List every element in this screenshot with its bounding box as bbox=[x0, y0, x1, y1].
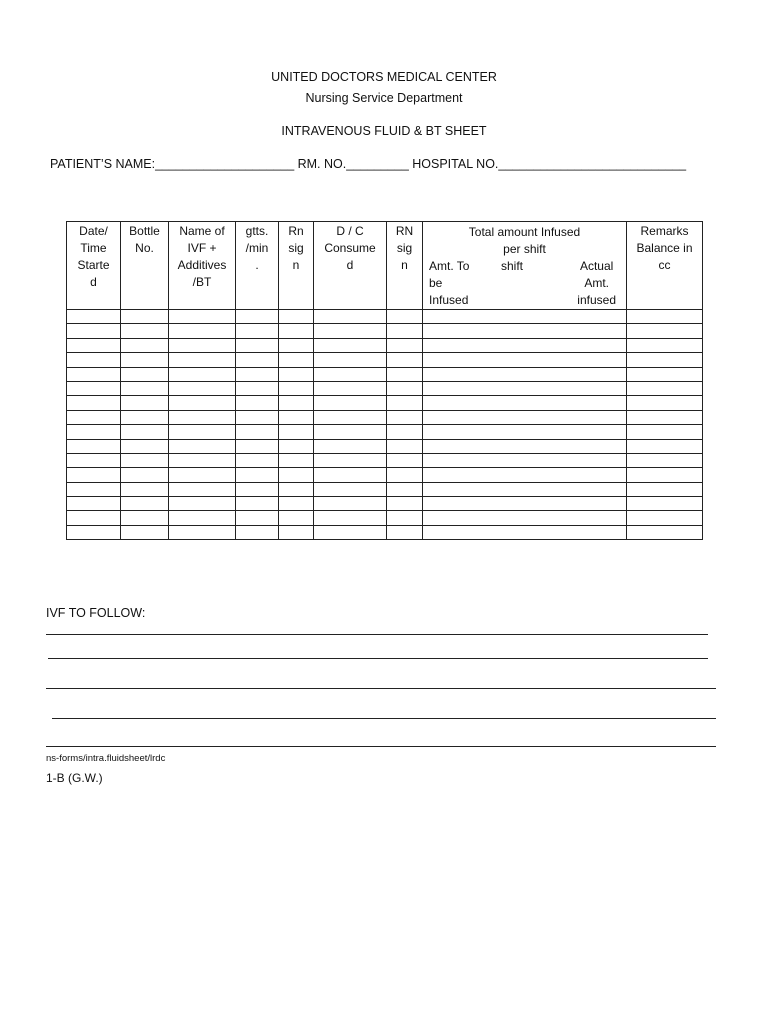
entry-cell[interactable] bbox=[169, 338, 236, 352]
entry-cell[interactable] bbox=[387, 310, 423, 324]
entry-cell[interactable] bbox=[423, 396, 627, 410]
entry-cell[interactable] bbox=[121, 453, 169, 467]
table-row bbox=[67, 410, 703, 424]
entry-cell[interactable] bbox=[627, 453, 703, 467]
entry-cell[interactable] bbox=[314, 425, 387, 439]
entry-cell[interactable] bbox=[279, 511, 314, 525]
entry-cell[interactable] bbox=[387, 425, 423, 439]
entry-cell[interactable] bbox=[627, 381, 703, 395]
entry-cell[interactable] bbox=[121, 381, 169, 395]
entry-cell[interactable] bbox=[387, 396, 423, 410]
entry-cell[interactable] bbox=[67, 324, 121, 338]
entry-cell[interactable] bbox=[67, 381, 121, 395]
entry-cell[interactable] bbox=[121, 439, 169, 453]
entry-cell[interactable] bbox=[423, 310, 627, 324]
entry-cell[interactable] bbox=[236, 367, 279, 381]
table-row bbox=[67, 425, 703, 439]
entry-cell[interactable] bbox=[279, 353, 314, 367]
entry-cell[interactable] bbox=[387, 468, 423, 482]
entry-cell[interactable] bbox=[279, 396, 314, 410]
entry-cell[interactable] bbox=[279, 338, 314, 352]
header-gtts: gtts. /min . bbox=[236, 222, 279, 310]
entry-cell[interactable] bbox=[627, 338, 703, 352]
entry-cell[interactable] bbox=[314, 310, 387, 324]
entry-cell[interactable] bbox=[121, 310, 169, 324]
header-date-time: Date/ Time Starte d bbox=[67, 222, 121, 310]
entry-cell[interactable] bbox=[387, 367, 423, 381]
entry-cell[interactable] bbox=[279, 367, 314, 381]
entry-cell[interactable] bbox=[314, 439, 387, 453]
entry-cell[interactable] bbox=[67, 439, 121, 453]
entry-cell[interactable] bbox=[314, 324, 387, 338]
org-name: UNITED DOCTORS MEDICAL CENTER bbox=[271, 70, 497, 84]
ivf-line-1[interactable] bbox=[46, 634, 708, 635]
entry-cell[interactable] bbox=[279, 381, 314, 395]
entry-cell[interactable] bbox=[314, 511, 387, 525]
table-row bbox=[67, 353, 703, 367]
entry-cell[interactable] bbox=[279, 310, 314, 324]
entry-cell[interactable] bbox=[314, 367, 387, 381]
entry-cell[interactable] bbox=[387, 439, 423, 453]
entry-cell[interactable] bbox=[279, 525, 314, 539]
department-name: Nursing Service Department bbox=[305, 91, 463, 105]
entry-cell[interactable] bbox=[67, 410, 121, 424]
entry-cell[interactable] bbox=[627, 425, 703, 439]
entry-cell[interactable] bbox=[314, 353, 387, 367]
entry-cell[interactable] bbox=[169, 482, 236, 496]
header-shift: shift bbox=[501, 259, 524, 273]
entry-cell[interactable] bbox=[627, 410, 703, 424]
table-row bbox=[67, 324, 703, 338]
entry-cell[interactable] bbox=[387, 525, 423, 539]
entry-cell[interactable] bbox=[279, 482, 314, 496]
entry-cell[interactable] bbox=[236, 482, 279, 496]
entry-cell[interactable] bbox=[279, 497, 314, 511]
sheet-title: INTRAVENOUS FLUID & BT SHEET bbox=[281, 124, 487, 138]
entry-cell[interactable] bbox=[121, 367, 169, 381]
entry-cell[interactable] bbox=[67, 396, 121, 410]
header-dc-consumed: D / C Consume d bbox=[314, 222, 387, 310]
entry-cell[interactable] bbox=[627, 482, 703, 496]
entry-cell[interactable] bbox=[236, 381, 279, 395]
entry-cell[interactable] bbox=[387, 453, 423, 467]
entry-cell[interactable] bbox=[423, 525, 627, 539]
entry-cell[interactable] bbox=[627, 511, 703, 525]
entry-cell[interactable] bbox=[387, 338, 423, 352]
entry-cell[interactable] bbox=[67, 353, 121, 367]
entry-cell[interactable] bbox=[423, 410, 627, 424]
table-row bbox=[67, 497, 703, 511]
entry-cell[interactable] bbox=[423, 468, 627, 482]
ivf-line-4[interactable] bbox=[52, 718, 716, 719]
entry-cell[interactable] bbox=[236, 353, 279, 367]
header-remarks: Remarks Balance in cc bbox=[627, 222, 703, 310]
entry-cell[interactable] bbox=[423, 338, 627, 352]
header-rn-sign-2: RN sig n bbox=[387, 222, 423, 310]
entry-cell[interactable] bbox=[169, 425, 236, 439]
entry-cell[interactable] bbox=[627, 468, 703, 482]
table-row bbox=[67, 439, 703, 453]
table-header-row bbox=[67, 222, 703, 310]
iv-fluid-table bbox=[66, 221, 703, 540]
entry-cell[interactable] bbox=[67, 338, 121, 352]
entry-cell[interactable] bbox=[279, 439, 314, 453]
entry-cell[interactable] bbox=[67, 453, 121, 467]
entry-cell[interactable] bbox=[236, 511, 279, 525]
entry-cell[interactable] bbox=[314, 338, 387, 352]
entry-cell[interactable] bbox=[121, 338, 169, 352]
entry-cell[interactable] bbox=[279, 410, 314, 424]
entry-cell[interactable] bbox=[314, 453, 387, 467]
entry-cell[interactable] bbox=[67, 511, 121, 525]
entry-cell[interactable] bbox=[121, 425, 169, 439]
entry-cell[interactable] bbox=[169, 439, 236, 453]
entry-cell[interactable] bbox=[314, 381, 387, 395]
entry-cell[interactable] bbox=[627, 353, 703, 367]
ivf-to-follow-label: IVF TO FOLLOW: bbox=[46, 606, 146, 620]
entry-cell[interactable] bbox=[279, 425, 314, 439]
table-row bbox=[67, 511, 703, 525]
entry-cell[interactable] bbox=[67, 425, 121, 439]
entry-cell[interactable] bbox=[423, 482, 627, 496]
entry-cell[interactable] bbox=[387, 324, 423, 338]
entry-cell[interactable] bbox=[314, 497, 387, 511]
entry-cell[interactable] bbox=[121, 497, 169, 511]
table-row bbox=[67, 482, 703, 496]
entry-cell[interactable] bbox=[67, 310, 121, 324]
entry-cell[interactable] bbox=[121, 324, 169, 338]
entry-cell[interactable] bbox=[169, 367, 236, 381]
entry-cell[interactable] bbox=[67, 497, 121, 511]
header-ivf-name: Name of IVF + Additives /BT bbox=[169, 222, 236, 310]
entry-cell[interactable] bbox=[236, 410, 279, 424]
entry-cell[interactable] bbox=[169, 497, 236, 511]
entry-cell[interactable] bbox=[169, 310, 236, 324]
entry-cell[interactable] bbox=[387, 353, 423, 367]
ivf-line-3[interactable] bbox=[46, 688, 716, 689]
entry-cell[interactable] bbox=[627, 525, 703, 539]
entry-cell[interactable] bbox=[236, 497, 279, 511]
table-row bbox=[67, 525, 703, 539]
entry-cell[interactable] bbox=[423, 353, 627, 367]
entry-cell[interactable] bbox=[387, 482, 423, 496]
header-total-infused: Total amount Infused per shift Amt. To be Infused shift Actual Amt. infused bbox=[423, 222, 627, 310]
entry-cell[interactable] bbox=[423, 439, 627, 453]
entry-cell[interactable] bbox=[387, 410, 423, 424]
entry-cell[interactable] bbox=[169, 453, 236, 467]
entry-cell[interactable] bbox=[121, 482, 169, 496]
entry-cell[interactable] bbox=[423, 381, 627, 395]
entry-cell[interactable] bbox=[627, 324, 703, 338]
entry-cell[interactable] bbox=[169, 525, 236, 539]
header-actual-infused: Actual Amt. infused bbox=[577, 259, 616, 307]
entry-cell[interactable] bbox=[169, 468, 236, 482]
entry-cell[interactable] bbox=[121, 525, 169, 539]
entry-cell[interactable] bbox=[236, 468, 279, 482]
entry-cell[interactable] bbox=[169, 353, 236, 367]
entry-cell[interactable] bbox=[314, 482, 387, 496]
entry-cell[interactable] bbox=[627, 367, 703, 381]
entry-cell[interactable] bbox=[121, 410, 169, 424]
entry-cell[interactable] bbox=[236, 525, 279, 539]
table-row bbox=[67, 381, 703, 395]
entry-cell[interactable] bbox=[279, 324, 314, 338]
entry-cell[interactable] bbox=[423, 453, 627, 467]
entry-cell[interactable] bbox=[627, 497, 703, 511]
entry-cell[interactable] bbox=[236, 338, 279, 352]
table-row bbox=[67, 367, 703, 381]
header-amt-to-be-infused: Amt. To be Infused bbox=[429, 259, 470, 307]
entry-cell[interactable] bbox=[169, 410, 236, 424]
entry-cell[interactable] bbox=[169, 511, 236, 525]
entry-cell[interactable] bbox=[236, 396, 279, 410]
entry-cell[interactable] bbox=[121, 468, 169, 482]
entry-cell[interactable] bbox=[314, 525, 387, 539]
entry-cell[interactable] bbox=[169, 324, 236, 338]
entry-cell[interactable] bbox=[236, 310, 279, 324]
entry-cell[interactable] bbox=[279, 468, 314, 482]
entry-cell[interactable] bbox=[423, 511, 627, 525]
form-code: ns-forms/intra.fluidsheet/lrdc bbox=[46, 753, 166, 764]
entry-cell[interactable] bbox=[169, 396, 236, 410]
entry-cell[interactable] bbox=[314, 396, 387, 410]
header-rn-sign-1: Rn sig n bbox=[279, 222, 314, 310]
table-row bbox=[67, 453, 703, 467]
entry-cell[interactable] bbox=[67, 367, 121, 381]
entry-cell[interactable] bbox=[423, 497, 627, 511]
entry-cell[interactable] bbox=[67, 468, 121, 482]
entry-cell[interactable] bbox=[236, 324, 279, 338]
table-row bbox=[67, 468, 703, 482]
entry-cell[interactable] bbox=[236, 425, 279, 439]
entry-cell[interactable] bbox=[169, 381, 236, 395]
patient-info-line: PATIENT’S NAME:____________________ RM. NO._________ HOSPITAL NO.___________________________ bbox=[50, 157, 687, 171]
entry-cell[interactable] bbox=[423, 324, 627, 338]
table-row bbox=[67, 310, 703, 324]
form-number: 1-B (G.W.) bbox=[46, 771, 103, 785]
entry-cell[interactable] bbox=[314, 468, 387, 482]
entry-cell[interactable] bbox=[387, 497, 423, 511]
table-row bbox=[67, 396, 703, 410]
header-bottle-no: Bottle No. bbox=[121, 222, 169, 310]
entry-cell[interactable] bbox=[627, 396, 703, 410]
entry-cell[interactable] bbox=[423, 425, 627, 439]
entry-cell[interactable] bbox=[121, 511, 169, 525]
entry-cell[interactable] bbox=[236, 453, 279, 467]
entry-cell[interactable] bbox=[279, 453, 314, 467]
entry-cell[interactable] bbox=[627, 439, 703, 453]
entry-cell[interactable] bbox=[67, 482, 121, 496]
entry-cell[interactable] bbox=[387, 511, 423, 525]
ivf-line-2[interactable] bbox=[48, 658, 708, 659]
entry-cell[interactable] bbox=[627, 310, 703, 324]
entry-cell[interactable] bbox=[121, 353, 169, 367]
entry-cell[interactable] bbox=[387, 381, 423, 395]
ivf-line-5[interactable] bbox=[46, 746, 716, 747]
entry-cell[interactable] bbox=[314, 410, 387, 424]
table-row bbox=[67, 338, 703, 352]
entry-cell[interactable] bbox=[67, 525, 121, 539]
entry-cell[interactable] bbox=[121, 396, 169, 410]
entry-cell[interactable] bbox=[236, 439, 279, 453]
entry-cell[interactable] bbox=[423, 367, 627, 381]
